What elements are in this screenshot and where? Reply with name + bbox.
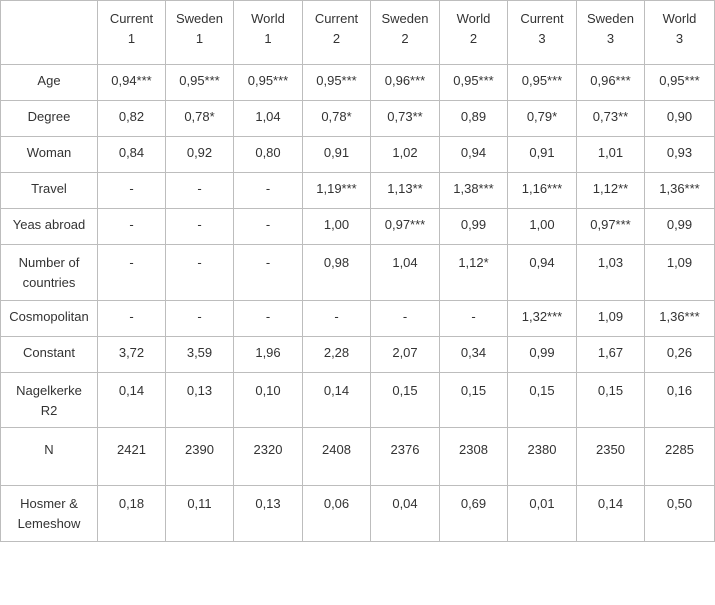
value-cell: - [98, 209, 166, 245]
row-label [1, 301, 98, 337]
value-cell: 0,78* [303, 101, 371, 137]
value-cell: 1,67 [577, 337, 645, 373]
cell-text-line: countries [22, 275, 76, 290]
cell-text-line: Current [109, 11, 154, 26]
value-cell: 0,89 [440, 101, 508, 137]
cell-text-line: Sweden [587, 11, 634, 26]
value-cell: 0,97*** [577, 209, 645, 245]
cell-text-line: Travel [31, 181, 67, 196]
value-cell: 0,50 [645, 486, 715, 542]
value-cell: 0,91 [303, 137, 371, 173]
row-label [1, 173, 98, 209]
cell-text-line: Nagelkerke [16, 383, 82, 398]
value-cell: 1,09 [577, 301, 645, 337]
value-cell: 0,91 [508, 137, 577, 173]
value-cell: 0,97*** [371, 209, 440, 245]
cell-text-line: 1 [195, 31, 204, 46]
value-cell: 0,79* [508, 101, 577, 137]
value-cell: - [371, 301, 440, 337]
value-cell: 1,12* [440, 245, 508, 301]
value-cell: 0,15 [577, 373, 645, 428]
value-cell: 0,26 [645, 337, 715, 373]
value-cell: - [98, 301, 166, 337]
value-cell: 0,14 [98, 373, 166, 428]
value-cell: 0,95*** [645, 65, 715, 101]
table-row [1, 137, 715, 173]
row-label [1, 245, 98, 301]
value-cell: 0,84 [98, 137, 166, 173]
value-cell: 2285 [645, 428, 715, 486]
cell-text-line: Degree [27, 109, 71, 124]
value-cell: 0,01 [508, 486, 577, 542]
value-cell: 1,04 [234, 101, 303, 137]
value-cell: 1,36*** [645, 173, 715, 209]
value-cell: 1,38*** [440, 173, 508, 209]
row-label [1, 101, 98, 137]
table-row [1, 65, 715, 101]
cell-text-line: Constant [22, 345, 76, 360]
value-cell: 1,32*** [508, 301, 577, 337]
column-header [234, 1, 303, 65]
value-cell: - [166, 173, 234, 209]
table-row [1, 337, 715, 373]
column-header [508, 1, 577, 65]
corner-cell [1, 1, 98, 65]
value-cell: 1,00 [508, 209, 577, 245]
value-cell: 1,09 [645, 245, 715, 301]
value-cell: 0,95*** [303, 65, 371, 101]
value-cell: - [234, 173, 303, 209]
value-cell: 0,94 [508, 245, 577, 301]
value-cell: 0,94*** [98, 65, 166, 101]
value-cell: 3,72 [98, 337, 166, 373]
value-cell: 0,95*** [166, 65, 234, 101]
cell-text-line: 3 [538, 31, 546, 46]
row-label [1, 137, 98, 173]
value-cell: 1,16*** [508, 173, 577, 209]
column-header [371, 1, 440, 65]
table-row [1, 486, 715, 542]
value-cell: 2421 [98, 428, 166, 486]
cell-text-line: Current [314, 11, 359, 26]
value-cell: 0,11 [166, 486, 234, 542]
value-cell: 0,73** [371, 101, 440, 137]
value-cell: 1,00 [303, 209, 371, 245]
value-cell: 1,04 [371, 245, 440, 301]
value-cell: - [166, 301, 234, 337]
value-cell: - [98, 245, 166, 301]
value-cell: 0,04 [371, 486, 440, 542]
value-cell: 2320 [234, 428, 303, 486]
value-cell: 1,36*** [645, 301, 715, 337]
cell-text-line: 2 [332, 31, 341, 46]
value-cell: 2,28 [303, 337, 371, 373]
value-cell: 2350 [577, 428, 645, 486]
value-cell: 0,92 [166, 137, 234, 173]
value-cell: 1,13** [371, 173, 440, 209]
table-row [1, 373, 715, 428]
value-cell: - [234, 209, 303, 245]
value-cell: 0,34 [440, 337, 508, 373]
cell-text-line: World [251, 11, 285, 26]
value-cell: 0,90 [645, 101, 715, 137]
value-cell: 0,18 [98, 486, 166, 542]
value-cell: 0,13 [234, 486, 303, 542]
value-cell: - [234, 301, 303, 337]
cell-text-line: Cosmopolitan [9, 309, 89, 324]
table-row [1, 101, 715, 137]
table-row [1, 245, 715, 301]
value-cell: - [166, 209, 234, 245]
value-cell: 1,19*** [303, 173, 371, 209]
value-cell: 3,59 [166, 337, 234, 373]
value-cell: 0,82 [98, 101, 166, 137]
cell-text-line: 2 [469, 31, 478, 46]
value-cell: 0,80 [234, 137, 303, 173]
value-cell: 0,99 [645, 209, 715, 245]
cell-text-line: Age [37, 73, 61, 88]
value-cell: 2408 [303, 428, 371, 486]
value-cell: 0,16 [645, 373, 715, 428]
cell-text-line: Sweden [176, 11, 223, 26]
value-cell: 0,96*** [371, 65, 440, 101]
table-row [1, 428, 715, 486]
cell-text-line: R2 [40, 403, 58, 418]
cell-text-line: Lemeshow [17, 516, 81, 531]
value-cell: 0,96*** [577, 65, 645, 101]
value-cell: 0,95*** [508, 65, 577, 101]
value-cell: 0,14 [303, 373, 371, 428]
value-cell: 2390 [166, 428, 234, 486]
cell-text-line: 1 [127, 31, 136, 46]
cell-text-line: Current [520, 11, 564, 26]
cell-text-line: World [662, 11, 697, 26]
value-cell: 0,94 [440, 137, 508, 173]
value-cell: - [98, 173, 166, 209]
cell-text-line: Woman [26, 145, 72, 160]
value-cell: 0,13 [166, 373, 234, 428]
value-cell: 1,03 [577, 245, 645, 301]
value-cell: 0,06 [303, 486, 371, 542]
table-row [1, 209, 715, 245]
value-cell: 0,95*** [234, 65, 303, 101]
row-label [1, 373, 98, 428]
column-header [166, 1, 234, 65]
cell-text-line: 3 [675, 31, 684, 46]
value-cell: 0,15 [440, 373, 508, 428]
row-label [1, 65, 98, 101]
row-label [1, 337, 98, 373]
value-cell: 1,01 [577, 137, 645, 173]
value-cell: 2376 [371, 428, 440, 486]
cell-text-line: 3 [606, 31, 615, 46]
value-cell: 1,02 [371, 137, 440, 173]
value-cell: - [234, 245, 303, 301]
column-header [440, 1, 508, 65]
column-header [98, 1, 166, 65]
cell-text-line: Hosmer & [20, 496, 78, 511]
row-label [1, 428, 98, 486]
value-cell: 0,93 [645, 137, 715, 173]
table-row [1, 301, 715, 337]
column-header [645, 1, 715, 65]
column-header [577, 1, 645, 65]
value-cell: 0,78* [166, 101, 234, 137]
value-cell: - [166, 245, 234, 301]
value-cell: 0,98 [303, 245, 371, 301]
value-cell: - [440, 301, 508, 337]
row-label [1, 486, 98, 542]
value-cell: 0,15 [508, 373, 577, 428]
cell-text-line: Number of [18, 255, 80, 270]
header-row [1, 1, 715, 65]
column-header [303, 1, 371, 65]
cell-text-line: Yeas abroad [12, 217, 86, 232]
value-cell: 2308 [440, 428, 508, 486]
value-cell: 0,10 [234, 373, 303, 428]
value-cell: 1,12** [577, 173, 645, 209]
value-cell: 2380 [508, 428, 577, 486]
cell-text-line: N [44, 442, 54, 457]
value-cell: - [303, 301, 371, 337]
value-cell: 1,96 [234, 337, 303, 373]
row-label [1, 209, 98, 245]
value-cell: 0,15 [371, 373, 440, 428]
value-cell: 0,95*** [440, 65, 508, 101]
table-row [1, 173, 715, 209]
value-cell: 0,14 [577, 486, 645, 542]
value-cell: 0,99 [440, 209, 508, 245]
table-body [1, 1, 715, 542]
cell-text-line: 1 [264, 31, 272, 46]
value-cell: 2,07 [371, 337, 440, 373]
value-cell: 0,99 [508, 337, 577, 373]
value-cell: 0,73** [577, 101, 645, 137]
cell-text-line: 2 [401, 31, 409, 46]
value-cell: 0,69 [440, 486, 508, 542]
cell-text-line: Sweden [381, 11, 429, 26]
cell-text-line: World [456, 11, 491, 26]
